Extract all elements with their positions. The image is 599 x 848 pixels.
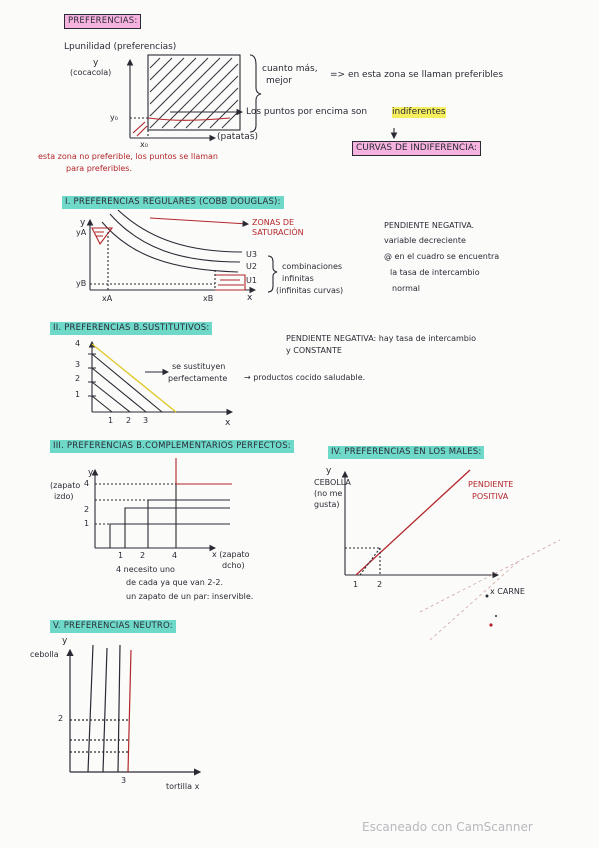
s1-note-5: normal	[392, 284, 421, 293]
neutral-graph	[70, 645, 200, 772]
section0-better-2: mejor	[266, 76, 293, 86]
section2-title: II. PREFERENCIAS B.SUSTITUTIVOS:	[50, 322, 212, 335]
s4-y-label: y	[326, 466, 332, 476]
section0-x-axis-note: (patatas)	[217, 132, 259, 142]
s5-y-note: cebolla	[30, 650, 59, 659]
s3-x-label: x (zapato	[212, 550, 250, 559]
section0-x0-tick: x₀	[140, 140, 148, 149]
curves-label: CURVAS DE INDIFERENCIA:	[352, 141, 481, 156]
s1-note-4: la tasa de intercambio	[390, 268, 480, 277]
section0-red-note-1: esta zona no preferible, los puntos se llaman	[38, 152, 218, 161]
s3-note-2: de cada ya que van 2-2.	[126, 578, 224, 587]
s3-y-label: y	[88, 468, 94, 478]
section0-indiff-highlight: indiferentes	[392, 107, 446, 117]
bads-graph	[345, 470, 560, 640]
s3-ytick-2: 2	[84, 505, 90, 514]
s2-ytick-1: 1	[75, 390, 81, 399]
s2-ytick-3: 3	[75, 360, 81, 369]
combos-3: (infinitas curvas)	[276, 286, 344, 295]
s5-x-label: tortilla x	[166, 782, 200, 791]
s3-note-1: 4 necesito uno	[116, 565, 175, 574]
s4-xtick-1: 1	[353, 580, 359, 589]
s2-xtick-3: 3	[143, 416, 149, 425]
s2-xtick-2: 2	[126, 416, 132, 425]
s3-y-note-1: (zapato	[50, 481, 81, 490]
s2-note1-1: se sustituyen	[172, 362, 226, 371]
camscanner-watermark: Escaneado con CamScanner	[362, 820, 533, 834]
s2-ytick-4: 4	[75, 339, 81, 348]
s4-y-note-1: CEBOLLA	[314, 478, 351, 487]
stray-marks	[486, 595, 498, 627]
section1-x-label: x	[247, 293, 253, 303]
complements-graph	[95, 458, 232, 548]
saturation-1: ZONAS DE	[252, 218, 295, 227]
curve-label-u3: U3	[246, 250, 257, 259]
section1-y-label: y	[80, 218, 86, 228]
section3-title: III. PREFERENCIAS B.COMPLEMENTARIOS PERFECTOS:	[50, 440, 294, 453]
s5-xtick-3: 3	[121, 776, 127, 785]
section0-subtitle: Lpunilidad (preferencias)	[64, 42, 177, 52]
section0-better-1: cuanto más,	[262, 64, 318, 74]
s3-ytick-4: 4	[84, 479, 90, 488]
section0-title: PREFERENCIAS:	[64, 14, 141, 29]
section1-yb-label: yB	[76, 279, 87, 288]
s2-ytick-2: 2	[75, 374, 81, 383]
s2-pendiente-1: PENDIENTE NEGATIVA: hay tasa de intercambio	[286, 334, 476, 343]
s3-xtick-2: 2	[140, 551, 146, 560]
s4-y-note-2: (no me	[314, 489, 343, 498]
s5-y-label: y	[62, 636, 68, 646]
s3-note-3: un zapato de un par: inservible.	[126, 592, 254, 601]
s1-note-2: variable decreciente	[384, 236, 466, 245]
s4-x-label: x CARNE	[490, 587, 525, 596]
s4-pendiente-1: PENDIENTE	[468, 480, 514, 489]
s3-xtick-1: 1	[118, 551, 124, 560]
s3-xtick-4: 4	[172, 551, 178, 560]
section4-title: IV. PREFERENCIAS EN LOS MALES:	[328, 446, 484, 459]
saturation-2: SATURACIÓN	[252, 228, 304, 237]
section0-arrow-note: => en esta zona se llaman preferibles	[330, 70, 504, 80]
s5-ytick-2: 2	[58, 714, 64, 723]
s2-pendiente-2: y CONSTANTE	[286, 346, 342, 355]
section0-y0-tick: y₀	[110, 113, 118, 122]
combos-2: infinitas	[282, 274, 314, 283]
s4-xtick-2: 2	[377, 580, 383, 589]
section0-y-axis: y	[93, 58, 99, 68]
s3-y-note-2: izdo)	[54, 492, 74, 501]
section0-y-axis-note: (cocacola)	[70, 68, 112, 77]
s2-note1-2: perfectamente	[168, 374, 228, 383]
section0-red-note-2: para preferibles.	[66, 164, 133, 173]
s1-note-1: PENDIENTE NEGATIVA.	[384, 221, 475, 230]
s2-x-label: x	[225, 418, 231, 428]
section0-indiff-prefix: Los puntos por encima son	[246, 107, 368, 117]
s3-x-label-2: dcho)	[222, 561, 245, 570]
s1-note-3: @ en el cuadro se encuentra	[384, 252, 500, 261]
section1-title: I. PREFERENCIAS REGULARES (COBB DOUGLAS):	[62, 196, 284, 209]
s2-note2: → productos cocido saludable.	[244, 373, 366, 382]
s4-y-note-3: gusta)	[314, 500, 340, 509]
s2-xtick-1: 1	[108, 416, 114, 425]
curve-label-u1: U1	[246, 276, 257, 285]
s3-ytick-1: 1	[84, 519, 90, 528]
section5-title: V. PREFERENCIAS NEUTRO:	[50, 620, 176, 633]
combos-1: combinaciones	[282, 262, 343, 271]
curve-label-u2: U2	[246, 262, 257, 271]
section1-ya-label: yA	[76, 228, 87, 237]
section1-xa-label: xA	[102, 294, 113, 303]
s4-pendiente-2: POSITIVA	[472, 492, 509, 501]
section1-xb-label: xB	[203, 294, 214, 303]
